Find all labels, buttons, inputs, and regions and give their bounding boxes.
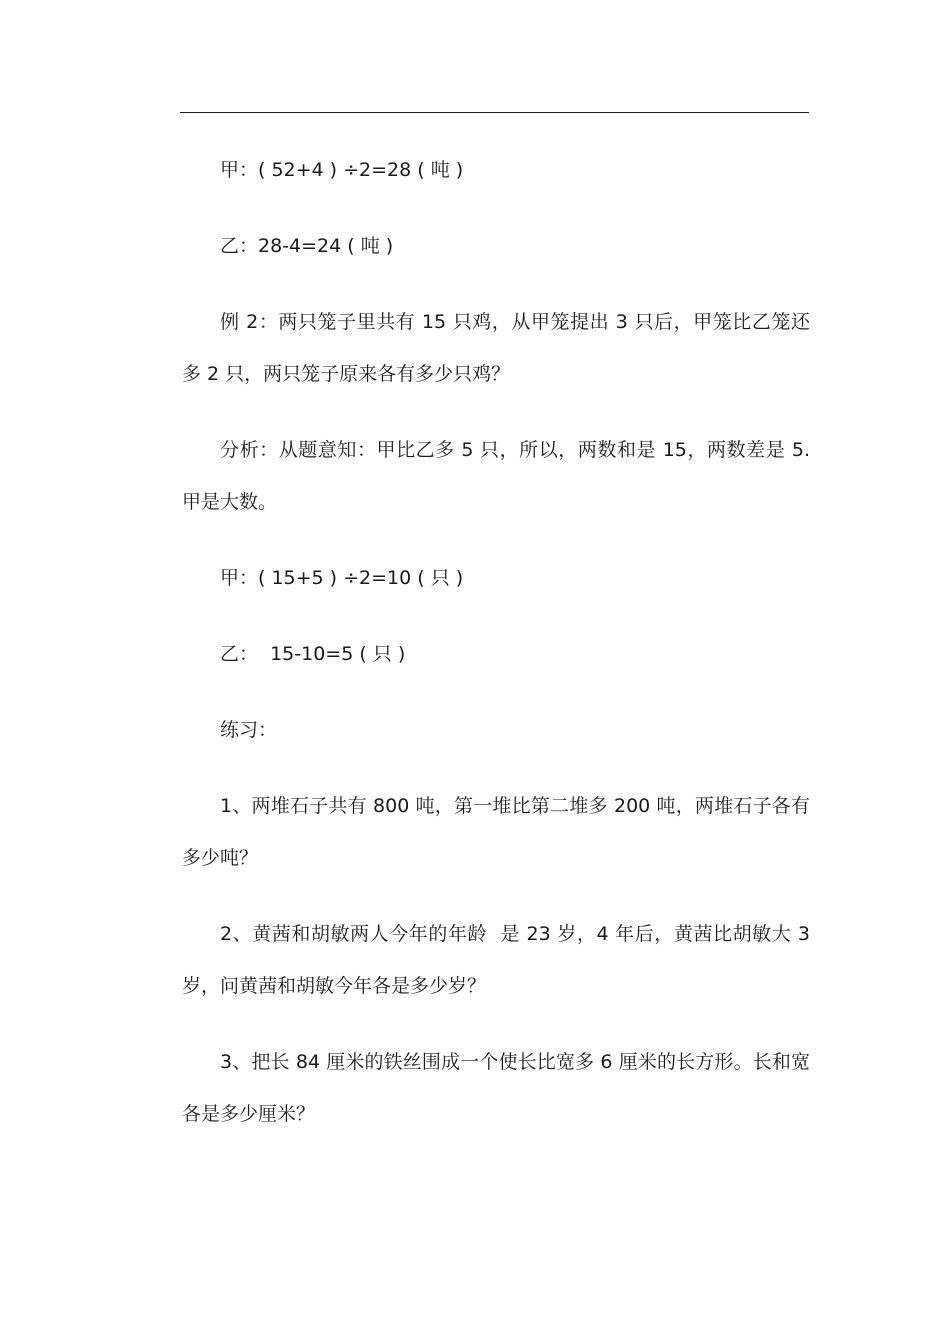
example-2-analysis: 分析：从题意知：甲比乙多 5 只，所以，两数和是 15，两数差是 5.甲是大数。	[182, 439, 810, 513]
example-2-problem: 例 2：两只笼子里共有 15 只鸡，从甲笼提出 3 只后，甲笼比乙笼还多 2 只，两只笼子原来各有多少只鸡？	[182, 311, 810, 385]
solution-line-yi-1: 乙：28-4=24 ( 吨 )	[220, 235, 394, 257]
solution-line-jia-2: 甲：( 15+5 ) ÷2=10 ( 只 )	[220, 567, 464, 589]
header-rule	[180, 112, 809, 113]
document-body	[182, 144, 817, 1140]
solution-line-yi-2: 乙： 15-10=5 ( 只 )	[220, 643, 406, 665]
exercise-heading: 练习：	[220, 719, 278, 741]
solution-line-jia-1: 甲：( 52+4 ) ÷2=28 ( 吨 )	[220, 159, 464, 181]
exercise-item-3: 3、把长 84 厘米的铁丝围成一个使长比宽多 6 厘米的长方形。长和宽各是多少厘米？	[182, 1051, 810, 1125]
exercise-item-2: 2、黄茜和胡敏两人今年的年龄 是 23 岁，4 年后，黄茜比胡敏大 3 岁，问黄茜和胡敏今年各是多少岁？	[182, 923, 817, 997]
exercise-item-1: 1、两堆石子共有 800 吨，第一堆比第二堆多 200 吨，两堆石子各有多少吨？	[182, 795, 810, 869]
